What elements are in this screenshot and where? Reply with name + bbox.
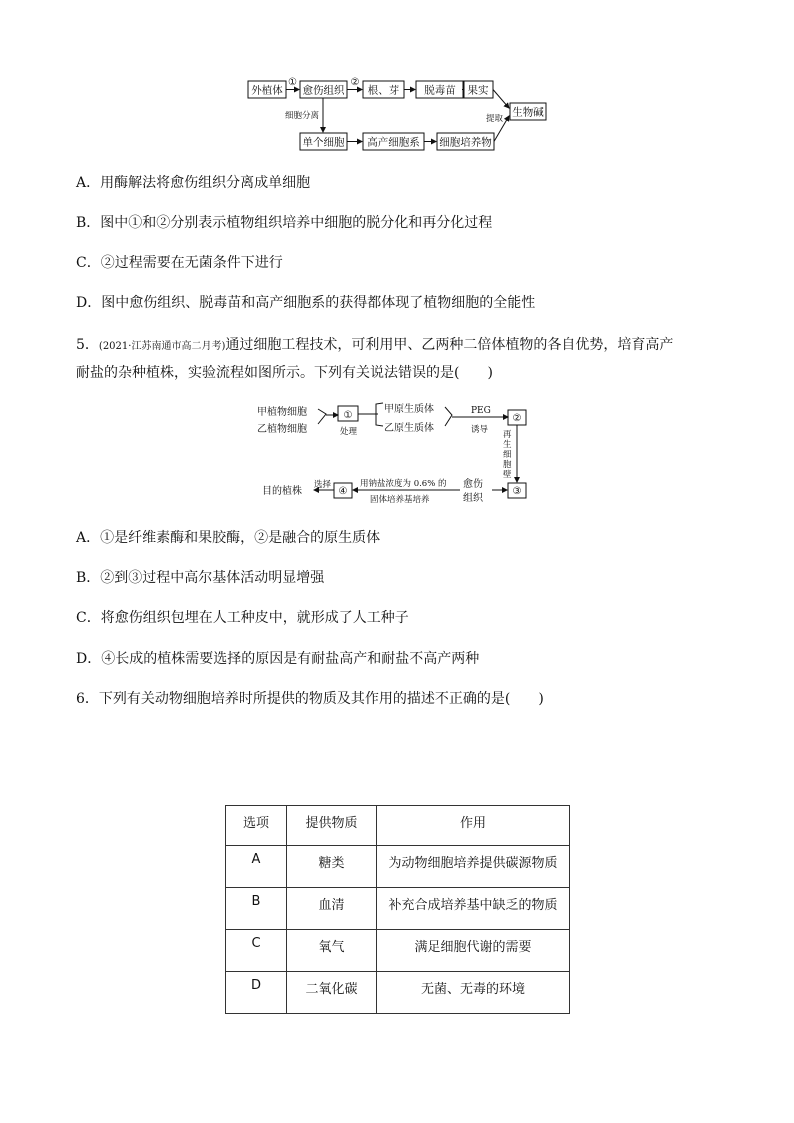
cell-substance: 血清	[287, 888, 377, 930]
node-fruit: 果实	[467, 84, 489, 97]
regen-char-5: 壁	[503, 470, 512, 480]
node-explant: 外植体	[251, 84, 283, 97]
regen-char-1: 再	[503, 430, 512, 440]
q4-option-d: D．图中愈伤组织、脱毒苗和高产细胞系的获得都体现了植物细胞的全能性	[76, 295, 536, 311]
regen-char-3: 细	[503, 450, 512, 460]
q5-stem-line-1	[76, 336, 673, 356]
cell-substance: 二氧化碳	[287, 972, 377, 1014]
table-row	[226, 846, 570, 888]
table-row	[226, 930, 570, 972]
cell-option: A	[226, 846, 287, 888]
plant-a-cell: 甲植物细胞	[257, 407, 307, 418]
plant-b-cell: 乙植物细胞	[257, 424, 307, 435]
flow-diagram-1	[0, 0, 794, 160]
regen-char-2: 生	[503, 440, 512, 450]
cell-substance: 糖类	[287, 846, 377, 888]
cell-option: D	[226, 972, 287, 1014]
cell-option: B	[226, 888, 287, 930]
cell-function: 无菌、无毒的环境	[377, 972, 570, 1014]
q6-table	[225, 805, 570, 1014]
select-label: 选择	[314, 480, 332, 490]
node-virus-free: 脱毒苗	[424, 84, 456, 97]
box-4-label: ④	[338, 486, 348, 497]
node-callus: 愈伤组织	[302, 84, 345, 97]
q4-option-a: A．用酶解法将愈伤组织分离成单细胞	[76, 175, 311, 191]
q5-stem-text: 通过细胞工程技术，可利用甲、乙两种二倍体植物的各自优势，培育高产	[225, 337, 674, 353]
header-option: 选项	[226, 806, 287, 846]
proto-a: 甲原生质体	[384, 404, 434, 415]
q6-stem: 6．下列有关动物细胞培养时所提供的物质及其作用的描述不正确的是( )	[76, 691, 544, 707]
step-1-label: ①	[288, 77, 297, 88]
peg-label: PEG	[471, 406, 491, 416]
q4-option-c: C．②过程需要在无菌条件下进行	[76, 255, 283, 271]
header-function: 作用	[377, 806, 570, 846]
node-cell-culture: 细胞培养物	[439, 136, 492, 149]
table-header-row	[226, 806, 570, 846]
header-substance: 提供物质	[287, 806, 377, 846]
cell-function: 满足细胞代谢的需要	[377, 930, 570, 972]
cell-option: C	[226, 930, 287, 972]
box-2-label: ②	[512, 413, 522, 424]
box-3-label: ③	[512, 486, 522, 497]
q5-source: (2021·江苏南通市高二月考)	[98, 341, 226, 352]
node-root-bud: 根、芽	[367, 84, 400, 97]
q5-option-a: A．①是纤维素酶和果胶酶，②是融合的原生质体	[76, 530, 381, 546]
box-1-label: ①	[343, 410, 353, 421]
edge-cell-separation: 细胞分离	[285, 111, 320, 121]
cell-function: 为动物细胞培养提供碳源物质	[377, 846, 570, 888]
induce-label: 诱导	[471, 425, 489, 435]
node-alkaloid: 生物碱	[512, 106, 544, 119]
regen-char-4: 胞	[503, 460, 512, 470]
q5-option-b: B．②到③过程中高尔基体活动明显增强	[76, 570, 325, 586]
medium-line-1: 用钠盐浓度为 0.6% 的	[360, 479, 447, 489]
q4-option-b: B．图中①和②分别表示植物组织培养中细胞的脱分化和再分化过程	[76, 215, 493, 231]
q5-option-c: C．将愈伤组织包埋在人工种皮中，就形成了人工种子	[76, 610, 409, 626]
table-row	[226, 888, 570, 930]
flow-diagram-2	[0, 395, 794, 515]
callus-line-1: 愈伤	[463, 479, 483, 490]
node-single-cell: 单个细胞	[302, 136, 345, 149]
step-2-label: ②	[350, 77, 360, 88]
node-high-yield-line: 高产细胞系	[367, 136, 420, 149]
target-plant: 目的植株	[262, 486, 302, 497]
edge-extract: 提取	[486, 114, 504, 124]
q5-option-d: D．④长成的植株需要选择的原因是有耐盐高产和耐盐不高产两种	[76, 651, 480, 667]
q5-number: 5．	[76, 337, 99, 353]
callus-line-2: 组织	[463, 493, 483, 504]
cell-function: 补充合成培养基中缺乏的物质	[377, 888, 570, 930]
treat-label: 处理	[340, 427, 358, 437]
q5-stem-line-2: 耐盐的杂种植株，实验流程如图所示。下列有关说法错误的是( )	[76, 365, 493, 381]
table-row	[226, 972, 570, 1014]
medium-line-2: 固体培养基培养	[370, 495, 430, 505]
proto-b: 乙原生质体	[384, 423, 434, 434]
cell-substance: 氧气	[287, 930, 377, 972]
